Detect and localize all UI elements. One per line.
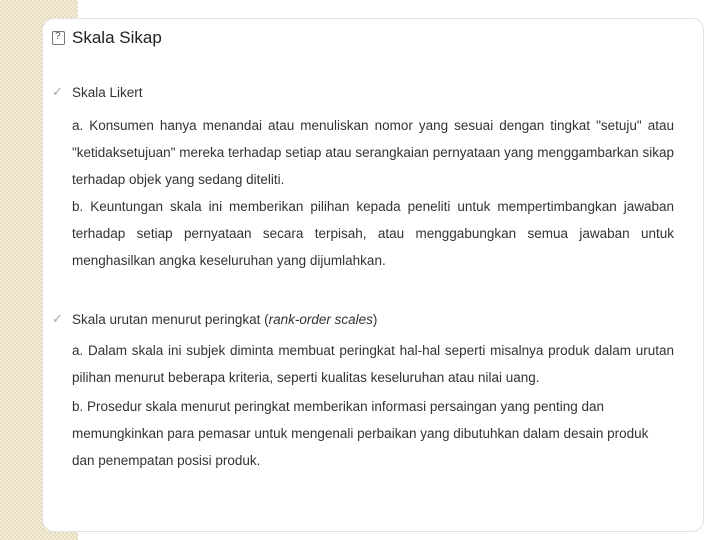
list-item-label: Skala Likert (72, 85, 143, 100)
label-italic: rank-order scales (268, 312, 373, 327)
list-item-label (72, 312, 377, 327)
paragraph-rank-a: a. Dalam skala ini subjek diminta membuat peringkat hal-hal seperti misalnya produk dalam urutan pilihan menurut beberapa kriteria, seperti kualitas keseluruhan atau nilai uang. (72, 343, 674, 385)
paragraph-likert-b: b. Keuntungan skala ini memberikan pilihan kepada peneliti untuk mempertimbangkan jawaban terhadap setiap pernyataan secara terpisah, atau menggabungkan semua jawaban untuk menghasilkan angka keseluruhan yang dijumlahkan. (72, 199, 674, 268)
slide-title: Skala Sikap (72, 28, 162, 47)
paragraph-rank-b: b. Prosedur skala menurut peringkat memberikan informasi persaingan yang penting dan memungkinkan para pemasar untuk mengenali perbaikan yang dibutuhkan dalam desain produk dan penempatan posisi produk. (72, 399, 649, 468)
square-bullet-icon (52, 31, 65, 45)
label-main: Skala urutan menurut peringkat ( (72, 312, 269, 327)
label-end: ) (372, 312, 378, 327)
paragraph-likert-a: a. Konsumen hanya menandai atau menuliskan nomor yang sesuai dengan tingkat "setuju" atau "ketidaksetujuan" mereka terhadap setiap atau serangkaian pernyataan yang menggambarkan sikap terhadap objek yang sedang diteliti. (72, 118, 674, 187)
checkmark-icon: ✓ (52, 84, 63, 99)
checkmark-icon: ✓ (52, 311, 63, 326)
